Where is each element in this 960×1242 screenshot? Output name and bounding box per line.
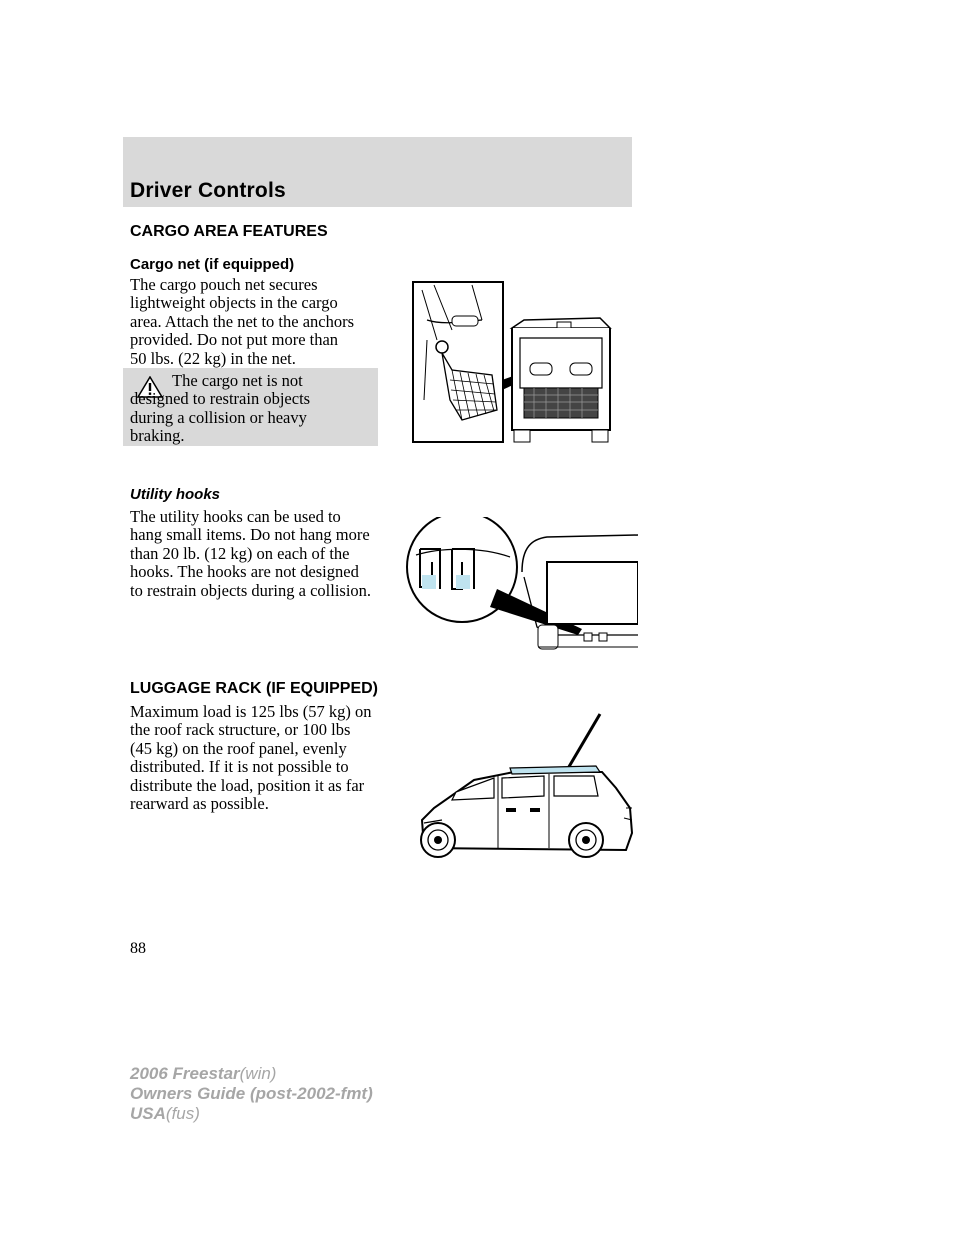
page-number: 88 xyxy=(130,940,146,957)
text-line: designed to restrain objects xyxy=(130,389,311,409)
text-line: hooks. The hooks are not designed xyxy=(130,562,359,582)
text-line: The cargo pouch net secures xyxy=(130,275,318,294)
section-title: Driver Controls xyxy=(130,179,286,202)
text-line: hang small items. Do not hang more xyxy=(130,525,370,545)
cargo-net-paragraph xyxy=(130,276,380,368)
text-line: 50 lbs. (22 kg) in the net. xyxy=(130,348,296,368)
text-line: provided. Do not put more than xyxy=(130,330,339,350)
text-line: rearward as possible. xyxy=(130,794,269,814)
footer-guide: Owners Guide (post-2002-fmt) xyxy=(130,1084,373,1103)
text-line: The utility hooks can be used to xyxy=(130,507,341,526)
luggage-rack-paragraph xyxy=(130,703,380,813)
footer-region: USA xyxy=(130,1104,166,1123)
text-line: to restrain objects during a collision. xyxy=(130,580,372,600)
footer-region-code: (fus) xyxy=(165,1104,200,1123)
section-header xyxy=(123,137,632,207)
cargo-net-illustration xyxy=(412,280,637,445)
text-line: than 20 lb. (12 kg) on each of the xyxy=(130,543,350,563)
luggage-rack-heading: LUGGAGE RACK (IF EQUIPPED) xyxy=(130,680,379,697)
footer-line xyxy=(130,1104,373,1124)
text-line: lightweight objects in the cargo xyxy=(130,293,338,313)
footer-line xyxy=(130,1064,373,1084)
document-footer xyxy=(130,1064,373,1124)
text-line: The cargo net is not xyxy=(172,371,303,390)
text-line: during a collision or heavy xyxy=(130,407,307,427)
warning-text xyxy=(130,372,374,446)
text-line: braking. xyxy=(130,426,185,446)
utility-hooks-heading: Utility hooks xyxy=(130,486,221,503)
text-line: (45 kg) on the roof panel, evenly xyxy=(130,738,347,758)
cargo-net-heading: Cargo net (if equipped) xyxy=(130,256,295,273)
cargo-area-heading: CARGO AREA FEATURES xyxy=(130,223,328,240)
utility-hooks-paragraph xyxy=(130,508,380,600)
text-line: distribute the load, position it as far xyxy=(130,775,365,795)
luggage-rack-illustration xyxy=(394,708,634,868)
text-line: area. Attach the net to the anchors xyxy=(130,311,355,331)
text-line: distributed. If it is not possible to xyxy=(130,757,349,777)
text-line: Maximum load is 125 lbs (57 kg) on xyxy=(130,702,372,721)
utility-hooks-illustration xyxy=(402,517,638,657)
text-line: the roof rack structure, or 100 lbs xyxy=(130,720,351,740)
footer-line xyxy=(130,1084,373,1104)
footer-model-code: (win) xyxy=(239,1064,277,1083)
footer-model: 2006 Freestar xyxy=(130,1064,240,1083)
warning-box xyxy=(123,368,378,446)
